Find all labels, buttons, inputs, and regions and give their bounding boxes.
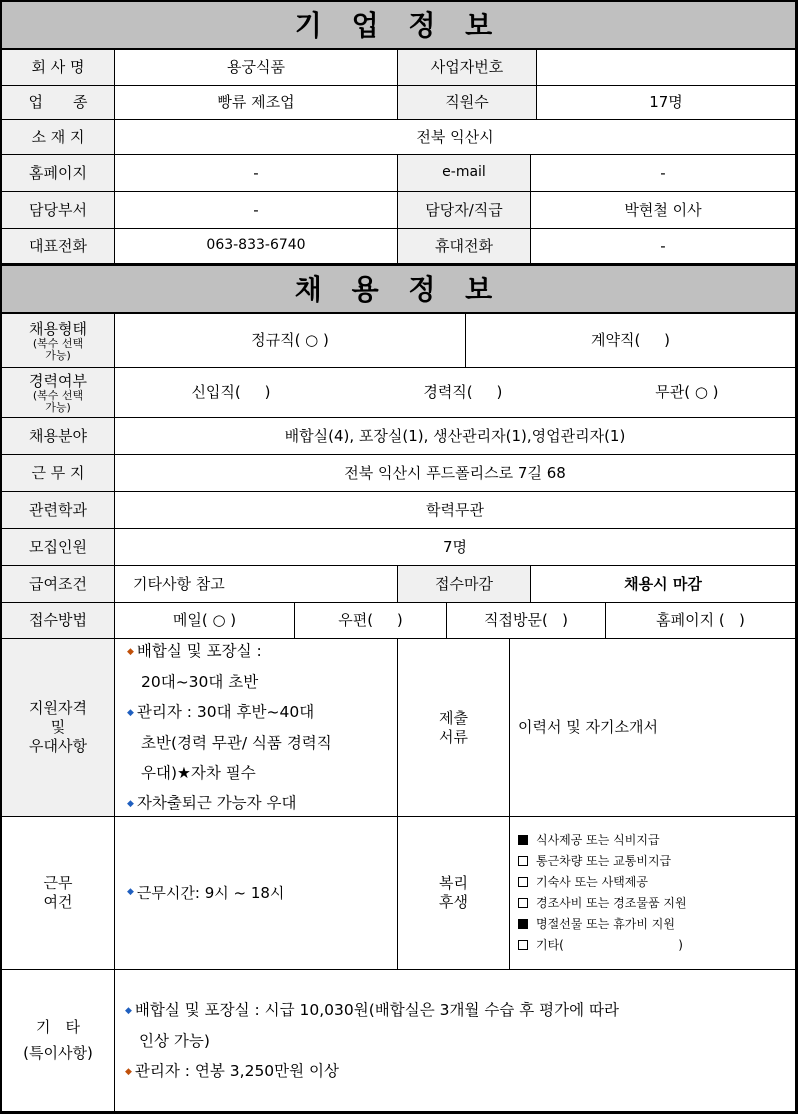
bullet-icon: ◆ xyxy=(125,1005,132,1016)
welfare-text: 통근차량 또는 교통비지급 xyxy=(536,854,672,868)
employees-label: 직원수 xyxy=(398,86,537,120)
checked-box-icon xyxy=(518,919,528,929)
method-post: 우편( ) xyxy=(295,603,447,639)
checked-box-icon xyxy=(518,835,528,845)
multi-note: (복수 선택 xyxy=(32,389,84,403)
workplace: 전북 익산시 푸드폴리스로 7길 68 xyxy=(115,455,796,492)
bullet-icon: ◆ xyxy=(125,1066,132,1077)
multi-note: (복수 선택 xyxy=(32,337,84,351)
homepage-label: 홈페이지 xyxy=(2,155,115,192)
label-line: 제출 xyxy=(439,708,468,727)
welfare-text: 식사제공 또는 식비지급 xyxy=(536,833,660,847)
bizno xyxy=(537,50,796,86)
work-hours xyxy=(115,817,398,970)
welfare-item xyxy=(510,851,687,872)
company-name: 용궁식품 xyxy=(115,50,398,86)
multi-note2: 가능) xyxy=(45,400,71,414)
etc-line: 인상 가능) xyxy=(139,1031,210,1050)
label-text: 채용형태 xyxy=(29,319,87,338)
company-name-label: 회 사 명 xyxy=(2,50,115,86)
documents-label xyxy=(398,639,510,817)
work-hours-text: 근무시간: 9시 ~ 18시 xyxy=(136,883,285,902)
salary: 기타사항 참고 xyxy=(115,566,398,603)
field: 배합실(4), 포장실(1), 생산관리자(1),영업관리자(1) xyxy=(115,418,796,455)
label-text: 경력여부 xyxy=(29,371,87,390)
type-regular: 정규직( ○ ) xyxy=(115,314,466,368)
email-label: e-mail xyxy=(398,155,531,192)
welfare-text: 기숙사 또는 사택제공 xyxy=(536,875,648,889)
industry: 빵류 제조업 xyxy=(115,86,398,120)
headcount: 7명 xyxy=(115,529,796,566)
workplace-label: 근 무 지 xyxy=(2,455,115,492)
qual-line: ◆ 관리자 : 30대 후반~40대 xyxy=(127,703,315,721)
label-line: 서류 xyxy=(439,727,468,746)
method-email: 메일( ○ ) xyxy=(115,603,295,639)
bizno-label: 사업자번호 xyxy=(398,50,537,86)
label-line: 여건 xyxy=(43,893,73,911)
method-label: 접수방법 xyxy=(2,603,115,639)
welfare-text: 경조사비 또는 경조물품 지원 xyxy=(536,896,687,910)
bullet-icon: ◆ xyxy=(127,799,134,809)
welfare-item xyxy=(510,830,687,851)
work-conditions-label xyxy=(2,817,115,970)
type-contract: 계약직( ) xyxy=(466,314,796,368)
bullet-icon: ◆ xyxy=(127,647,134,657)
label-line: 복리 xyxy=(439,874,468,893)
method-homepage: 홈페이지 ( ) xyxy=(606,603,796,639)
welfare-item xyxy=(510,914,687,935)
label-line: 및 xyxy=(50,718,66,737)
welfare-item xyxy=(510,872,687,893)
hiring-info-header: 채 용 정 보 xyxy=(2,264,796,314)
etc-notes xyxy=(115,970,796,1112)
field-label: 채용분야 xyxy=(2,418,115,455)
qualification xyxy=(115,639,398,817)
major: 학력무관 xyxy=(115,492,796,529)
unchecked-box-icon xyxy=(518,898,528,908)
phone: 063-833-6740 xyxy=(115,229,398,264)
welfare-text: 명절선물 또는 휴가비 지원 xyxy=(536,917,675,931)
location: 전북 익산시 xyxy=(115,120,796,155)
homepage: - xyxy=(115,155,398,192)
welfare-item xyxy=(510,893,687,914)
documents: 이력서 및 자기소개서 xyxy=(510,639,796,817)
welfare-text: 기타( ) xyxy=(536,938,683,952)
welfare-list xyxy=(510,817,796,970)
label-line: 우대사항 xyxy=(29,736,87,755)
qual-line: 20대~30대 초반 xyxy=(141,673,259,691)
method-visit: 직접방문( ) xyxy=(447,603,606,639)
mobile-label: 휴대전화 xyxy=(398,229,531,264)
company-info-header: 기 업 정 보 xyxy=(2,2,796,50)
career-options xyxy=(115,368,796,418)
label-line: 지원자격 xyxy=(29,699,87,718)
employees: 17명 xyxy=(537,86,796,120)
bullet-icon: ◆ xyxy=(127,708,134,718)
location-label: 소 재 지 xyxy=(2,120,115,155)
career-new: 신입직( ) xyxy=(191,383,271,402)
industry-label: 업 종 xyxy=(2,86,115,120)
contact-person: 박현철 이사 xyxy=(531,192,796,229)
mobile: - xyxy=(531,229,796,264)
unchecked-box-icon xyxy=(518,856,528,866)
label-line: 기 타 xyxy=(36,1018,80,1036)
contact-label: 담당자/직급 xyxy=(398,192,531,229)
phone-label: 대표전화 xyxy=(2,229,115,264)
multi-note2: 가능) xyxy=(45,348,71,362)
etc-line: ◆ 관리자 : 연봉 3,250만원 이상 xyxy=(125,1061,339,1080)
salary-label: 급여조건 xyxy=(2,566,115,603)
etc-line: ◆ 배합실 및 포장실 : 시급 10,030원(배합실은 3개월 수습 후 평가에 따라 xyxy=(125,1000,619,1019)
qualification-label xyxy=(2,639,115,817)
qual-line: 우대)★자차 필수 xyxy=(141,764,256,782)
etc-label xyxy=(2,970,115,1112)
dept-label: 담당부서 xyxy=(2,192,115,229)
qual-line: ◆ 자차출퇴근 가능자 우대 xyxy=(127,794,297,812)
career-experienced: 경력직( ) xyxy=(423,383,503,402)
employment-type-label xyxy=(2,314,115,368)
dept: - xyxy=(115,192,398,229)
bullet-icon: ◆ xyxy=(127,887,134,898)
deadline-label: 접수마감 xyxy=(398,566,531,603)
qual-line: ◆ 배합실 및 포장실 : xyxy=(127,642,262,660)
email: - xyxy=(531,155,796,192)
qual-line: 초반(경력 무관/ 식품 경력직 xyxy=(141,734,332,752)
career-any: 무관( ○ ) xyxy=(655,383,719,402)
deadline: 채용시 마감 xyxy=(531,566,796,603)
major-label: 관련학과 xyxy=(2,492,115,529)
label-line: 근무 xyxy=(43,874,73,893)
headcount-label: 모집인원 xyxy=(2,529,115,566)
career-label xyxy=(2,368,115,418)
label-line: 후생 xyxy=(439,893,468,911)
label-line: (특이사항) xyxy=(23,1043,93,1062)
unchecked-box-icon xyxy=(518,940,528,950)
welfare-label xyxy=(398,817,510,970)
unchecked-box-icon xyxy=(518,877,528,887)
welfare-item xyxy=(510,935,687,956)
